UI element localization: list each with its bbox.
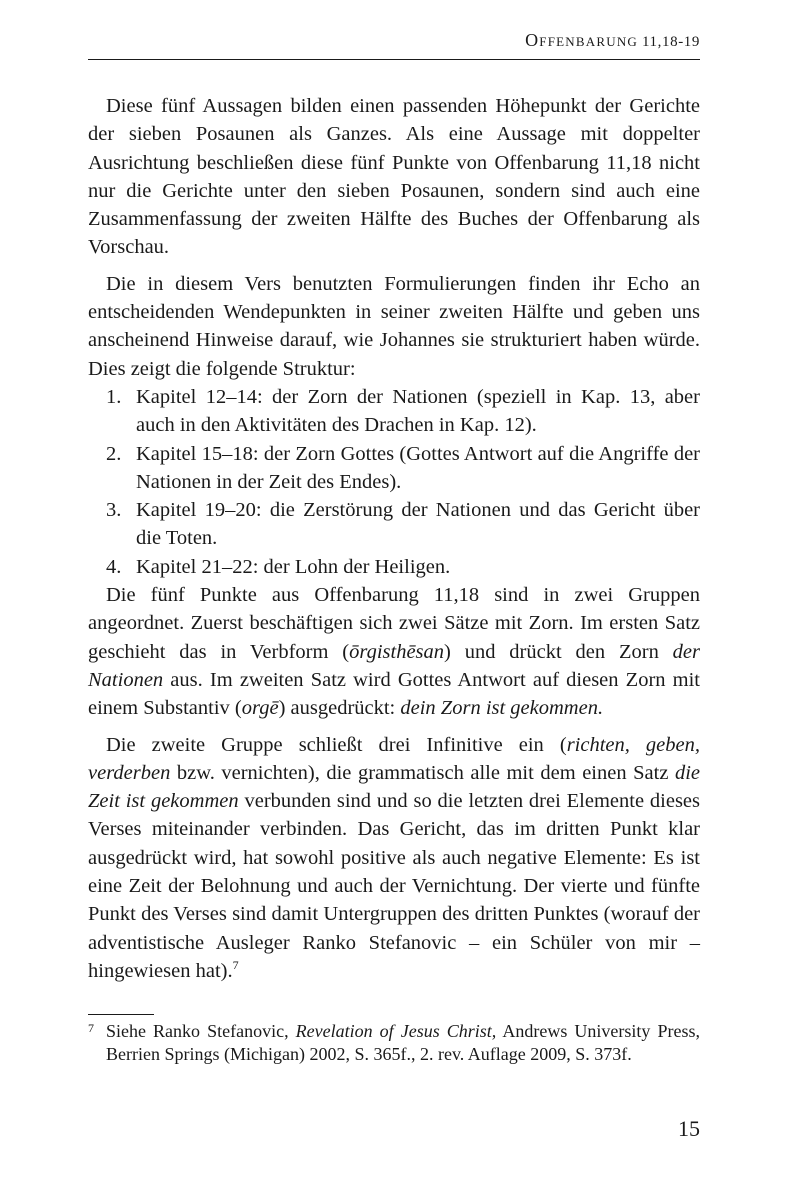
text-run: bzw. vernichten), die grammatisch alle mit dem einen Satz: [170, 761, 675, 784]
list-item-text: Kapitel 12–14: der Zorn der Nationen (speziell in Kap. 13, aber auch in den Aktivitäten des Drachen in Kap. 12).: [136, 385, 700, 437]
italic-term: orgē: [241, 697, 279, 720]
running-header: [88, 30, 700, 60]
list-item-number: 4.: [106, 555, 122, 578]
page-number: 15: [678, 1116, 700, 1141]
list-item: [88, 440, 700, 497]
paragraph-4: [88, 731, 700, 986]
paragraph-3: [88, 581, 700, 722]
italic-term: richten, geben, verderben: [88, 733, 700, 784]
structure-list: [88, 383, 700, 581]
paragraph-2: Die in diesem Vers benutzten Formulierungen finden ihr Echo an entscheidenden Wendepunkten in seiner zweiten Hälfte und geben uns anscheinend Hinweise darauf, wie Johannes sie strukturiert haben würde. Dies zeigt die folgende Struktur:: [88, 272, 700, 380]
list-item-text: Kapitel 21–22: der Lohn der Heiligen.: [136, 555, 451, 578]
footnote-text: [88, 1020, 700, 1066]
italic-term: die Zeit ist gekommen: [88, 761, 700, 813]
header-title: Offenbarung: [525, 30, 638, 50]
list-item-text: Kapitel 19–20: die Zerstörung der Nationen und das Gericht über die Toten.: [136, 499, 700, 550]
footnote-reference[interactable]: 7: [232, 958, 239, 973]
text-run: ) und drückt den Zorn: [444, 640, 673, 663]
text-run: Die zweite Gruppe schließt drei Infinitive ein (: [106, 733, 567, 756]
italic-term: der Nationen: [88, 640, 700, 691]
book-title: Revelation of Jesus Christ,: [295, 1021, 497, 1041]
list-item-text: Kapitel 15–18: der Zorn Gottes (Gottes Antwort auf die Angriffe der Nationen in der Zeit des Endes).: [136, 442, 700, 493]
list-item: [88, 496, 700, 553]
italic-term: dein Zorn ist gekommen.: [400, 697, 604, 720]
text-run: ) ausgedrückt:: [278, 697, 401, 720]
header-chapter: 11,18-19: [642, 34, 700, 50]
text-run: Siehe Ranko Stefanovic,: [106, 1021, 296, 1041]
footnote-number: 7: [88, 1021, 94, 1035]
list-item-number: 2.: [106, 442, 122, 465]
list-item-number: 3.: [106, 499, 122, 522]
italic-term: ōrgisthēsan: [349, 640, 445, 663]
paragraph-1: Diese fünf Aussagen bilden einen passenden Höhepunkt der Gerichte der sieben Posaunen als Ganzes. Als eine Aussage mit doppelter Ausrichtung beschließen diese fünf Punkte von Offenbarung 11,18 nicht nur die Gerichte unter den sieben Posaunen, sondern sind auch eine Zusammenfassung der zweiten Hälfte des Buches der Offenbarung als Vorschau.: [88, 95, 700, 259]
list-item-number: 1.: [106, 385, 122, 408]
text-run: verbunden sind und so die letzten drei Elemente dieses Verses miteinander verbinden. Das Gericht, das im dritten Punkt klar ausgedrückt wird, hat sowohl positive als auch negative Elemente: Es ist eine Zeit der Belohnung und auch der Vernichtung. Der vierte und fünfte Punkt des Verses sind damit Untergruppen des dritten Punktes (worauf der adventistische Ausleger Ranko Stefanovic – ein Schüler von mir – hingewiesen hat).: [88, 790, 700, 982]
main-text: [88, 92, 700, 985]
footnote: [88, 1020, 700, 1066]
text-run: Die fünf Punkte aus Offenbarung 11,18 sind in zwei Gruppen angeordnet. Zuerst beschäftigen sich zwei Sätze mit Zorn. Im ersten Satz geschieht das in Verbform (: [88, 584, 700, 663]
text-run: aus. Im zweiten Satz wird Gottes Antwort auf diesen Zorn mit einem Substantiv (: [88, 668, 700, 720]
text-run: Andrews University Press, Berrien Springs (Michigan) 2002, S. 365f., 2. rev. Auflage 2009, S. 373f.: [106, 1021, 700, 1064]
list-item: [88, 383, 700, 440]
list-item: [88, 553, 700, 581]
footnote-divider: [88, 1014, 154, 1015]
